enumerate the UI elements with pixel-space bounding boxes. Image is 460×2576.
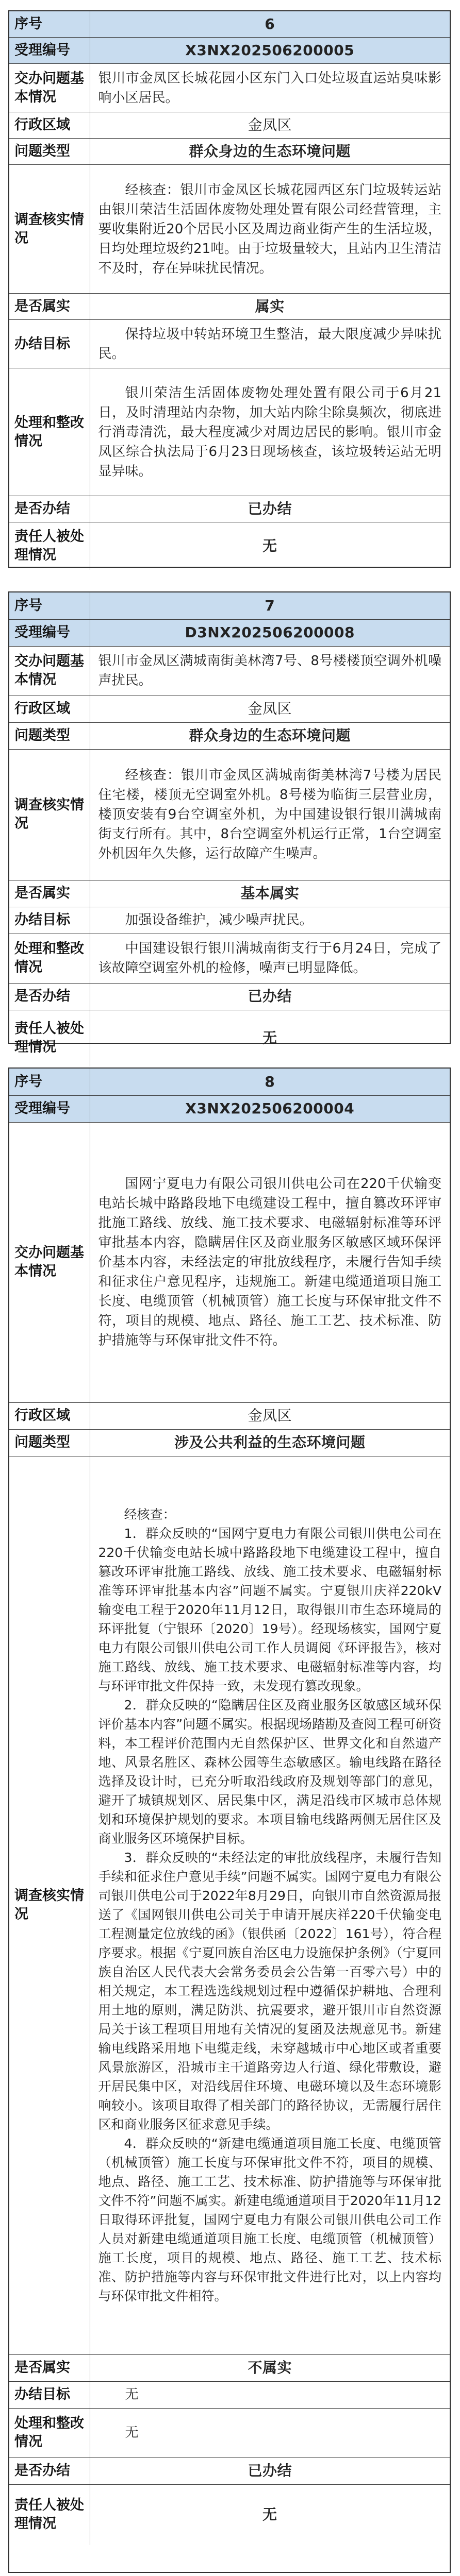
type-label: 问题类型 — [9, 722, 90, 749]
verdict-value: 属实 — [90, 294, 450, 320]
investigation-value — [90, 165, 450, 294]
handling-text: 银川荣洁生活固体废物处理处置有限公司于6月21日，及时清理站内杂物，加大站内除尘除臭频次，彻底进行消毒清洗，最大程度减少对周边居民的影响。银川市金凤区综合执法局于6月23日现场核查，该垃圾转运站无明显异味。 — [98, 385, 441, 479]
issue-label: 交办问题基本情况 — [9, 1122, 90, 1402]
goal-text: 保持垃圾中转站环境卫生整洁，最大限度减少异味扰民。 — [98, 326, 441, 362]
accountable-value: 无 — [90, 2484, 450, 2545]
accountable-label: 责任人被处理情况 — [9, 1010, 90, 1066]
investigation-paragraph: 2．群众反映的“隐瞒居住区及商业服务区敏感区域环保评价基本内容”问题不属实。根据现场踏勘及查阅工程可研资料，本工程评价范围内无自然保护区、世界文化和自然遗产地、风景名胜区、森林公园等生态敏感区。输电线路在路径选择及设计时，已充分听取沿线政府及规划等部门的意见，避开了城镇规划区、居民集中区，满足沿线市区城市总体规划和环境保护规划的要求。本项目输电线路两侧无居住区及商业服务区环境保护目标。 — [98, 1698, 441, 1846]
district-label: 行政区域 — [9, 696, 90, 722]
accountable-value: 无 — [90, 1010, 450, 1066]
handling-text: 无 — [125, 2425, 139, 2441]
handling-label: 处理和整改情况 — [9, 2408, 90, 2458]
verdict-label: 是否属实 — [9, 2354, 90, 2381]
handling-label: 处理和整改情况 — [9, 934, 90, 983]
accountable-value: 无 — [90, 522, 450, 570]
district-label: 行政区域 — [9, 112, 90, 139]
handling-label: 处理和整改情况 — [9, 368, 90, 496]
investigation-label: 调查核实情况 — [9, 1456, 90, 2354]
goal-label: 办结目标 — [9, 320, 90, 368]
code-value: X3NX202506200005 — [90, 38, 450, 64]
closed-value: 已办结 — [90, 496, 450, 522]
type-value: 群众身边的生态环境问题 — [90, 139, 450, 165]
accountable-label: 责任人被处理情况 — [9, 522, 90, 570]
closed-label: 是否办结 — [9, 2458, 90, 2484]
verdict-label: 是否属实 — [9, 880, 90, 907]
record-card-7 — [8, 591, 451, 1056]
code-label: 受理编号 — [9, 38, 90, 64]
investigation-value — [90, 749, 450, 880]
handling-value — [90, 368, 450, 496]
goal-text: 无 — [125, 2387, 139, 2402]
issue-value — [90, 1122, 450, 1402]
issue-label: 交办问题基本情况 — [9, 64, 90, 112]
code-label: 受理编号 — [9, 619, 90, 646]
accountable-label: 责任人被处理情况 — [9, 2484, 90, 2545]
verdict-value: 基本属实 — [90, 880, 450, 907]
issue-text: 国网宁夏电力有限公司银川供电公司在220千伏输变电站长城中路路段地下电缆建设工程中，擅自篡改环评审批施工路线、放线、施工技术要求、电磁辐射标准等环评审批基本内容，隐瞒居住区及商业服务区敏感区域环保评价基本内容，未经法定的审批放线程序，未履行告知手续和征求住户意见程序，违规施工。新建电缆通道项目施工长度、电缆顶管（机械顶管）施工长度与环保审批文件不符，项目的规模、地点、路径、施工工艺、技术标准、防护措施等与环保审批文件不符。 — [98, 1176, 441, 1348]
goal-value — [90, 320, 450, 368]
goal-label: 办结目标 — [9, 2381, 90, 2408]
handling-value — [90, 2408, 450, 2458]
type-label: 问题类型 — [9, 139, 90, 165]
issue-value: 银川市金凤区长城花园小区东门入口处垃圾直运站臭味影响小区居民。 — [90, 64, 450, 112]
verdict-value: 不属实 — [90, 2354, 450, 2381]
closed-label: 是否办结 — [9, 983, 90, 1010]
seq-value: 6 — [90, 11, 450, 38]
goal-label: 办结目标 — [9, 907, 90, 934]
district-label: 行政区域 — [9, 1402, 90, 1429]
record-table — [9, 11, 450, 570]
type-value: 群众身边的生态环境问题 — [90, 722, 450, 749]
investigation-label: 调查核实情况 — [9, 749, 90, 880]
issue-label: 交办问题基本情况 — [9, 646, 90, 696]
investigation-paragraph: 经核查： — [124, 1507, 176, 1522]
type-value: 涉及公共利益的生态环境问题 — [90, 1429, 450, 1456]
record-table — [9, 592, 450, 1066]
closed-label: 是否办结 — [9, 496, 90, 522]
handling-text: 中国建设银行银川满城南街支行于6月24日，完成了该故障空调室外机的检修，噪声已明显降低。 — [98, 941, 441, 976]
district-value: 金凤区 — [90, 112, 450, 139]
seq-label: 序号 — [9, 1069, 90, 1095]
type-label: 问题类型 — [9, 1429, 90, 1456]
record-card-8 — [8, 1067, 451, 2573]
investigation-paragraph: 1．群众反映的“国网宁夏电力有限公司银川供电公司在220千伏输变电站长城中路路段地下电缆建设工程中，擅自篡改环评审批施工路线、放线、施工技术要求、电磁辐射标准等环评审批基本内容”问题不属实。宁夏银川庆祥220kV输变电工程于2020年11月12日，取得银川市生态环境局的环评批复（宁银环〔2020〕19号）。经现场核实，国网宁夏电力有限公司银川供电公司工作人员调阅《环评报告》，核对施工路线、放线、施工技术要求、电磁辐射标准等内容，均与环评审批文件保持一致，未发现有篡改现象。 — [98, 1526, 441, 1693]
issue-value: 银川市金凤区满城南街美林湾7号、8号楼楼顶空调外机噪声扰民。 — [90, 646, 450, 696]
code-value: D3NX202506200008 — [90, 619, 450, 646]
closed-value: 已办结 — [90, 2458, 450, 2484]
investigation-value — [90, 1456, 450, 2354]
record-table — [9, 1069, 450, 2545]
seq-label: 序号 — [9, 592, 90, 619]
seq-value: 7 — [90, 592, 450, 619]
seq-value: 8 — [90, 1069, 450, 1095]
seq-label: 序号 — [9, 11, 90, 38]
code-value: X3NX202506200004 — [90, 1095, 450, 1122]
closed-value: 已办结 — [90, 983, 450, 1010]
verdict-label: 是否属实 — [9, 294, 90, 320]
investigation-label: 调查核实情况 — [9, 165, 90, 294]
investigation-paragraph: 4．群众反映的“新建电缆通道项目施工长度、电缆顶管（机械顶管）施工长度与环保审批文件不符，项目的规模、地点、路径、施工工艺、技术标准、防护措施等与环保审批文件不符”问题不属实。新建电缆通道项目于2020年11月12日取得环评批复，国网宁夏电力有限公司银川供电公司工作人员对新建电缆通道项目施工长度、电缆顶管（机械顶管）施工长度，项目的规模、地点、路径、施工工艺、技术标准、防护措施等内容与环保审批文件进行比对，以上内容均与环保审批文件相符。 — [98, 2136, 441, 2303]
code-label: 受理编号 — [9, 1095, 90, 1122]
investigation-text: 经核查：银川市金凤区满城南街美林湾7号楼为居民住宅楼，楼顶无空调室外机。8号楼为临街三层营业房，楼顶安装有9台空调室外机，为中国建设银行银川满城南街支行所有。其中，8台空调室外机运行正常，1台空调室外机因年久失修，运行故障产生噪声。 — [98, 768, 441, 861]
district-value: 金凤区 — [90, 696, 450, 722]
investigation-paragraph: 3．群众反映的“未经法定的审批放线程序，未履行告知手续和征求住户意见手续”问题不属实。国网宁夏电力有限公司银川供电公司于2022年8月29日，向银川市自然资源局报送了《国网银川供电公司关于申请开展庆祥220千伏输变电工程测量定位放线的函》（银供函〔2022〕161号），符合程序要求。根据《宁夏回族自治区电力设施保护条例》（宁夏回族自治区人民代表大会常务委员会公告第一百零六号）中的相关规定，本工程选选线规划过程中遵循保护耕地、合理利用土地的原则，满足防洪、抗震要求，避开银川市自然资源局关于该工程项目用地有关情况的复函及法规意见书。新建输电线路采用地下电缆走线，未穿越城市中心地区或者重要风景旅游区，沿城市主干道路旁边人行道、绿化带敷设，避开居民集中区，对沿线居住环境、电磁环境以及生态环境影响较小。该项目取得了相关部门的路径协议，无需履行居住区和商业服务区征求意见手续。 — [98, 1850, 441, 2132]
goal-value — [90, 2381, 450, 2408]
handling-value — [90, 934, 450, 983]
district-value: 金凤区 — [90, 1402, 450, 1429]
investigation-text: 经核查：银川市金凤区长城花园西区东门垃圾转运站由银川荣洁生活固体废物处理处置有限公司经营管理，主要收集附近20个居民小区及周边商业街产生的生活垃圾，日均处理垃圾约21吨。由于垃圾量较大，且站内卫生清洁不及时，存在异味扰民情况。 — [98, 182, 441, 276]
goal-value — [90, 907, 450, 934]
record-card-6 — [8, 10, 451, 568]
goal-text: 加强设备维护，减少噪声扰民。 — [125, 912, 313, 928]
